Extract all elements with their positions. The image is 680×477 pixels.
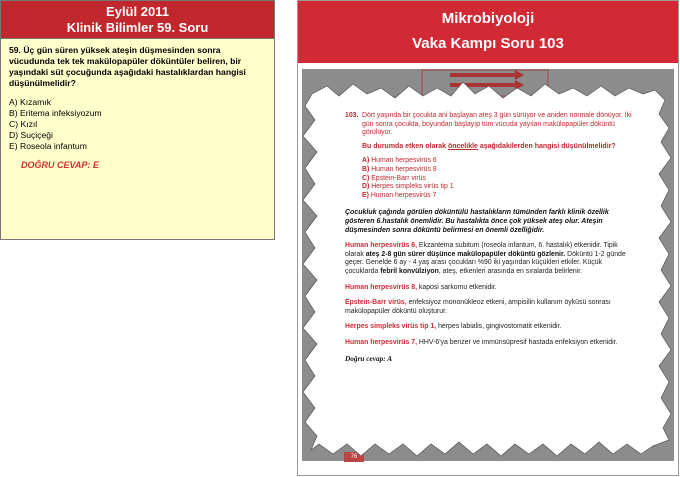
option-text: Epstein-Barr virüs [371, 174, 426, 182]
page-number: 76 [344, 452, 364, 462]
virus-name: Human herpesvirüs 7, [345, 338, 417, 346]
explanation-ebv [345, 299, 635, 316]
option-letter: B) [362, 165, 370, 173]
option-e: E) Roseola infantum [9, 141, 87, 151]
virus-name: Human herpesvirüs 8, [345, 283, 417, 291]
slide-title-question: Vaka Kampı Soru 103 [412, 35, 564, 52]
case-option-a [362, 157, 635, 166]
case-option-b [362, 166, 635, 175]
option-text: Human herpesvirüs 6 [371, 157, 437, 165]
option-c: C) Kızıl [9, 119, 38, 129]
virus-name: Herpes simpleks virüs tip 1, [345, 323, 437, 331]
virus-name: Human herpesvirüs 6, [345, 242, 417, 250]
card-header [1, 1, 274, 39]
sub-question-start: Bu durumda etken olarak [362, 142, 448, 150]
explanation-text: , ateş, etkenleri arasında en sıralarda belirlenir. [438, 267, 583, 275]
explanation-text: HHV-6'ya benzer ve immünsüpresif hastada enfeksiyon etkenidir. [417, 338, 618, 346]
explanation-hhv6 [345, 242, 635, 276]
option-d: D) Suçiçeği [9, 130, 53, 140]
explanation-text: kaposi sarkomu etkenidir. [417, 283, 497, 291]
sub-question-end: aşağıdakilerden hangisi düşünülmelidir? [477, 142, 616, 150]
option-b: B) Eritema infeksiyozum [9, 108, 102, 118]
explanation-intro: Çocukluk çağında görülen döküntülü hastalıkların tümünden farklı klinik özellik gösteren 6.hastalık önemlidir. Bu hastalıkta önce çok yüksek ateş olur. Ateşin düşmesinden sonra döküntü belirmesi en önemli özelliğidir. [345, 209, 609, 234]
option-letter: D) [362, 183, 370, 191]
case-question-number: 103. [345, 112, 359, 119]
question-number: 59. [9, 45, 21, 55]
case-content [345, 112, 635, 364]
case-sub-question [362, 143, 635, 152]
question-text-block [1, 39, 274, 89]
explanation-text: enfeksiyoz mononükleoz etkeni, ampisilin kullanım öyküsü sonrası makülopapüler döküntü oluşturur. [345, 299, 611, 315]
case-option-e [362, 192, 635, 201]
option-text: Herpes simpleks virüs tip 1 [371, 183, 454, 191]
option-letter: E) [362, 191, 369, 199]
option-letter: C) [362, 174, 370, 182]
explanation-emphasis: febril konvülziyon [380, 267, 439, 275]
explanation-text: Döküntü 1-2 günde geçer. Genelde 6 ay - 4 yaş arası çocukları %90 iki yaşından küçükleri etkiler. Küçük çocuklarda [345, 250, 626, 275]
correct-answer: DOĞRU CEVAP: E [21, 160, 99, 170]
case-option-list [362, 157, 635, 200]
case-question [345, 112, 635, 138]
sub-question-emphasis: öncelikle [447, 142, 478, 150]
explanation-text: herpes labialis, gingivostomatit etkenidir. [436, 323, 562, 331]
explanation-hsv1 [345, 323, 635, 332]
virus-name: Epstein-Barr virüs, [345, 299, 407, 307]
case-option-d [362, 183, 635, 192]
exam-section: Klinik Bilimler 59. Soru [66, 20, 209, 35]
exam-question-card [0, 0, 275, 240]
option-list [1, 89, 274, 152]
exam-date: Eylül 2011 [106, 4, 169, 19]
option-text: Human herpesvirüs 7 [370, 191, 437, 199]
option-text: Human herpesvirüs 8 [371, 165, 437, 173]
option-a: A) Kızamık [9, 97, 52, 107]
explanation-hhv7 [345, 339, 635, 348]
case-answer: Doğru cevap: A [345, 354, 393, 364]
explanation-emphasis: ateş 2-8 gün sürer düşünce makülopapüler döküntü gözlenir. [365, 250, 566, 258]
explanation-hhv8 [345, 284, 635, 293]
option-letter: A) [362, 157, 370, 165]
case-question-text: Dört yaşında bir çocukta ani başlayan ateş 3 gün sürüyor ve aniden normale dönüyor. İki gün sonra çocukta, boyundan başlayıp tüm vücuda yayılan makülopapüler döküntü görülüyor. [362, 112, 632, 137]
case-option-c [362, 175, 635, 184]
slide-title-subject: Mikrobiyoloji [441, 10, 535, 27]
question-text: Üç gün süren yüksek ateşin düşmesinden sonra vücudunda tek tek makülopapüler döküntüler beliren, bir yaşındaki süt çocuğunda aşağıdaki hastalıklardan hangisi düşünülmelidir? [9, 45, 246, 88]
slide-header [298, 1, 678, 63]
explanation-text: Ekzantema subitum (roseola infantum, 6. hastalık) etkenidir. Tipik olarak [345, 242, 618, 258]
